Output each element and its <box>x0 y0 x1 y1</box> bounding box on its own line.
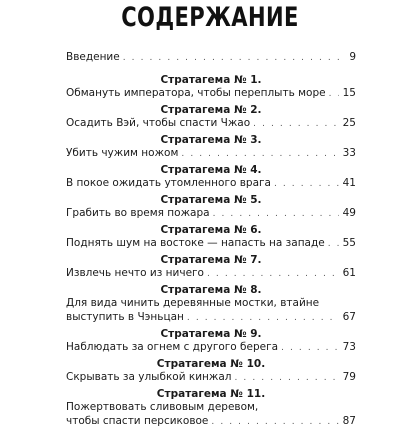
toc-entry-text: Наблюдать за огнем с другого берега <box>66 341 279 353</box>
toc-entry-heading: Стратагема № 9. <box>160 328 262 340</box>
toc-entry-text: чтобы спасти персиковое <box>66 415 209 427</box>
toc-entry-line <box>66 414 356 428</box>
toc-entry-line <box>66 370 356 384</box>
toc-entry-line <box>66 310 356 324</box>
toc-entry[interactable] <box>66 193 356 220</box>
toc-entry-line <box>66 116 356 130</box>
table-of-contents <box>66 50 356 428</box>
toc-leader-dots <box>207 267 339 281</box>
toc-entry-text: Введение <box>66 51 120 63</box>
toc-leader-dots <box>328 237 339 251</box>
toc-page-number: 15 <box>342 87 356 99</box>
toc-entry[interactable] <box>66 163 356 190</box>
toc-page-number: 25 <box>342 117 356 129</box>
toc-leader-dots <box>181 147 339 161</box>
toc-entry[interactable] <box>66 73 356 100</box>
toc-entry-text: В покое ожидать утомленного врага <box>66 177 271 189</box>
toc-entry[interactable] <box>66 223 356 250</box>
toc-entry-text: Осадить Вэй, чтобы спасти Чжао <box>66 117 251 129</box>
toc-leader-dots <box>213 207 339 221</box>
toc-page-number: 41 <box>342 177 356 189</box>
toc-entry-line <box>66 266 356 280</box>
toc-entry-heading: Стратагема № 11. <box>156 388 266 400</box>
toc-page-number: 67 <box>342 311 356 323</box>
toc-entry-text: Скрывать за улыбкой кинжал <box>66 371 232 383</box>
toc-page-number: 79 <box>342 371 356 383</box>
toc-entry[interactable] <box>66 103 356 130</box>
toc-entry-heading: Стратагема № 8. <box>160 284 262 296</box>
toc-entry-heading: Стратагема № 2. <box>160 104 262 116</box>
toc-page-number: 49 <box>342 207 356 219</box>
toc-entry-text: Поднять шум на востоке — напасть на западе <box>66 237 325 249</box>
toc-entry-heading: Стратагема № 6. <box>160 224 262 236</box>
toc-leader-dots <box>123 51 339 65</box>
toc-entry[interactable] <box>66 133 356 160</box>
toc-entry-line <box>66 206 356 220</box>
toc-leader-dots <box>211 415 339 429</box>
toc-entry-heading: Стратагема № 5. <box>160 194 262 206</box>
toc-entry-line <box>66 86 356 100</box>
toc-leader-dots <box>235 371 339 385</box>
toc-entry[interactable] <box>66 327 356 354</box>
toc-entry-line <box>66 146 356 160</box>
page-title: СОДЕРЖАНИЕ <box>121 2 299 33</box>
toc-entry-line <box>66 340 356 354</box>
toc-entry-text: Обмануть императора, чтобы переплыть море <box>66 87 326 99</box>
toc-page-number: 33 <box>342 147 356 159</box>
toc-leader-dots <box>274 177 339 191</box>
toc-page-number: 55 <box>342 237 356 249</box>
toc-entry-text: Извлечь нечто из ничего <box>66 267 204 279</box>
toc-entry-heading: Стратагема № 4. <box>160 164 262 176</box>
toc-entry[interactable] <box>66 387 356 428</box>
toc-intro-line[interactable] <box>66 50 356 64</box>
toc-entry-text: выступить в Чэньцан <box>66 311 184 323</box>
toc-page-number: 87 <box>342 415 356 427</box>
toc-entry-text: Для вида чинить деревянные мостки, втайне <box>66 297 320 309</box>
toc-entry[interactable] <box>66 283 356 324</box>
toc-entry-text: Убить чужим ножом <box>66 147 179 159</box>
toc-page-number: 73 <box>342 341 356 353</box>
toc-leader-dots <box>253 117 339 131</box>
toc-page-number: 61 <box>342 267 356 279</box>
toc-entry-text: Грабить во время пожара <box>66 207 210 219</box>
toc-entry[interactable] <box>66 357 356 384</box>
toc-entry-line <box>66 176 356 190</box>
toc-entry-heading: Стратагема № 1. <box>160 74 262 86</box>
toc-entry-text: Пожертвовать сливовым деревом, <box>66 401 259 413</box>
toc-leader-dots <box>281 341 339 355</box>
toc-entries <box>66 73 356 428</box>
toc-entry-line <box>66 236 356 250</box>
toc-leader-dots <box>187 311 339 325</box>
toc-entry[interactable] <box>66 253 356 280</box>
toc-entry-heading: Стратагема № 7. <box>160 254 262 266</box>
toc-entry-heading: Стратагема № 10. <box>156 358 266 370</box>
toc-entry-heading: Стратагема № 3. <box>160 134 262 146</box>
toc-leader-dots <box>329 87 339 101</box>
toc-page-number: 9 <box>349 51 356 63</box>
